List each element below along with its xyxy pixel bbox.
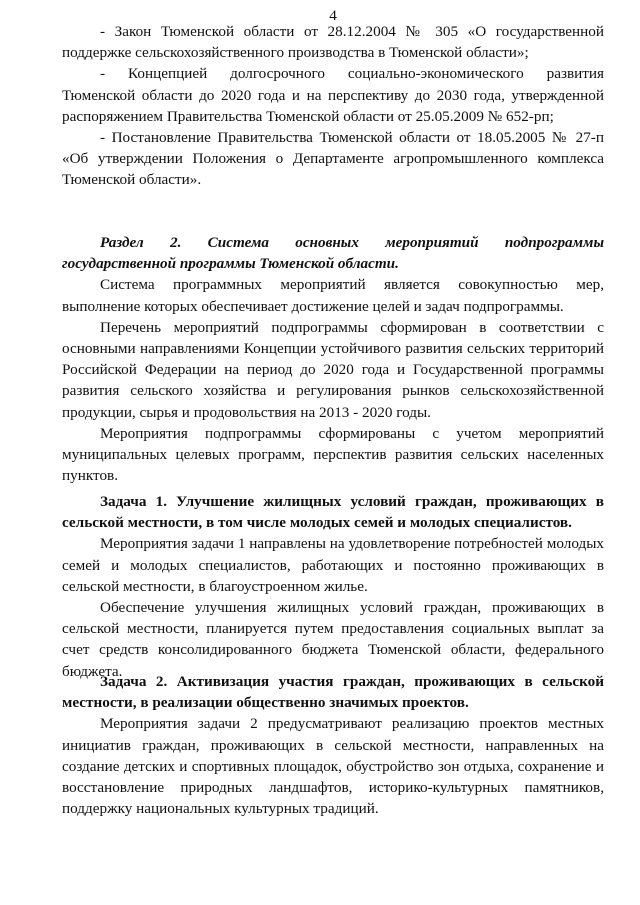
- list-item: - Концепцией долгосрочного социально-экономического развития Тюменской области до 2020 года и на перспективу до 2030 года, утвержденной распоряжением Правительства Тюменской области от 25.05.2009 № 652-рп;: [62, 65, 604, 125]
- list-item: - Закон Тюменской области от 28.12.2004 № 305 «О государственной поддержке сельскохозяйственного производства в Тюменской области»;: [62, 23, 604, 62]
- legal-basis-list: [62, 21, 604, 191]
- paragraph: Мероприятия подпрограммы сформированы с учетом мероприятий муниципальных целевых программ, перспектив развития сельских населенных пунктов.: [62, 424, 604, 485]
- paragraph: Мероприятия задачи 1 направлены на удовлетворение потребностей молодых семей и молодых специалистов, работающих и постоянно проживающих в сельской местности, в благоустроенном жилье.: [62, 535, 604, 595]
- task-1: [62, 491, 604, 682]
- page-number: 4: [329, 7, 337, 24]
- paragraph: Перечень мероприятий подпрограммы сформирован в соответствии с основными направлениями Концепции устойчивого развития сельских территорий Российской Федерации на период до 2020 года и Государственной программы развития сельского хозяйства и регулирования рынков сельскохозяйственной продукции, сырья и продовольствия на 2013 - 2020 годы.: [62, 318, 604, 421]
- document-page: [62, 0, 604, 905]
- paragraph: Мероприятия задачи 2 предусматривают реализацию проектов местных инициатив граждан, проживающих в сельской местности, направленных на создание детских и спортивных площадок, обустройство зон отдыха, сохранение и восстановление природных ландшафтов, историко-культурных памятников, поддержку национальных культурных традиций.: [62, 715, 604, 818]
- paragraph: Система программных мероприятий является совокупностью мер, выполнение которых обеспечивает достижение целей и задач подпрограммы.: [62, 276, 604, 315]
- task-heading: Задача 1. Улучшение жилищных условий граждан, проживающих в сельской местности, в том числе молодых семей и молодых специалистов.: [62, 493, 604, 532]
- list-item: - Постановление Правительства Тюменской области от 18.05.2005 № 27-п «Об утверждении Положения о Департаменте агропромышленного комплекса Тюменской области».: [62, 129, 604, 189]
- section-2: [62, 232, 604, 486]
- paragraph: Обеспечение улучшения жилищных условий граждан, проживающих в сельской местности, планируется путем предоставления социальных выплат за счет средств консолидированного бюджета Тюменской области, федерального бюджета.: [62, 599, 604, 680]
- task-2: [62, 671, 604, 819]
- task-heading: Задача 2. Активизация участия граждан, проживающих в сельской местности, в реализации общественно значимых проектов.: [62, 673, 604, 712]
- section-heading: Раздел 2. Система основных мероприятий подпрограммы государственной программы Тюменской области.: [62, 234, 604, 273]
